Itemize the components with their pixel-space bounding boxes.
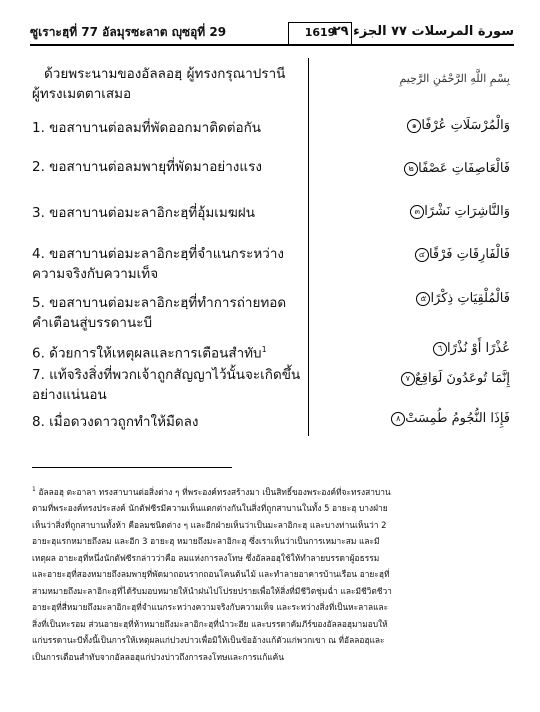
footnote-line-10: แก่บรรดานะบีทั้งนี้เป็นการให้เหตุผลแก่ปวงบ่าวเพื่อมิให้เป็นข้ออ้างแก้ตัวแก่พวกเขา ณ ที่อัลลอฮฺและ <box>32 635 385 646</box>
verse-3-arabic-text: وَالنَّاشِرَاتِ نَشْرًا <box>424 204 510 219</box>
verse-5-line-2: คำเตือนสู่บรรดานะบี <box>32 315 153 331</box>
footnote-number: 1 <box>32 486 36 493</box>
verse-2-arabic-text: فَالْعَاصِفَاتِ عَصْفًا <box>418 161 510 176</box>
footnote-line-9: สิ่งที่เป็นหะรอม ส่วนอายะฮฺที่ห้าหมายถึงมะลาอิกะฮฺที่นำวะฮีย และบรรดาคัมภีร์ของอัลลอฮฺมามอบให้ <box>32 618 388 629</box>
verse-1-arabic-text: وَالْمُرْسَلَاتِ عُرْفًا <box>421 118 510 133</box>
footnote-line-2: ตามที่พระองค์ทรงประสงค์ นักตัฟซีรมีความเห็นแตกต่างกันในสิ่งที่ถูกสาบานในทั้ง 5 อายะฮฺ บางฝ่าย <box>32 503 388 514</box>
verse-4-line-2: ความจริงกับความเท็จ <box>32 266 159 282</box>
footnote-line-6: และอายะฮฺที่สองหมายถึงลมพายุที่พัดมาถอนรากถอนโคนต้นไม้ และทำลายอาคารบ้านเรือน อายะฮฺที่ <box>32 569 390 580</box>
verse-4-number: ๔ <box>415 248 429 262</box>
verse-7-arabic <box>310 370 510 388</box>
footnote-line-11: เป็นการเตือนสำทับจากอัลลอฮฺแก่ปวงบ่าวถึงการลงโทษและการแก้แค้น <box>32 651 284 662</box>
intro-line-1: ด้วยพระนามของอัลลอฮฺ ผู้ทรงกรุณาปรานี <box>44 66 286 82</box>
bismillah: بِسْمِ اللَّهِ الرَّحْمَٰنِ الرَّحِيمِ <box>399 72 510 85</box>
verse-5-thai <box>32 293 286 333</box>
verse-4-arabic-text: فَالْفَارِقَاتِ فَرْقًا <box>428 247 510 262</box>
verse-8-arabic <box>310 410 510 428</box>
verse-3-arabic <box>310 203 510 221</box>
verse-8-number: ٨ <box>391 412 405 426</box>
verse-1-thai: 1. ขอสาบานต่อลมที่พัดออกมาติดต่อกัน <box>32 120 261 136</box>
verse-7-line-1: 7. แท้จริงสิ่งที่พวกเจ้าถูกสัญญาไว้นั้นจะเกิดขึ้น <box>32 367 301 383</box>
header-surah-arabic: سورة المرسلات ٧٧ الجزء ٢٩ <box>332 24 514 39</box>
verse-2-thai: 2. ขอสาบานต่อลมพายุที่พัดมาอย่างแรง <box>32 159 262 175</box>
verse-5-number: ๕ <box>416 292 430 306</box>
verse-6-arabic-text: عُذْرًا أَوْ نُذْرًا <box>447 341 510 356</box>
verse-5-arabic-text: فَالْمُلْقِيَاتِ ذِكْرًا <box>430 291 510 306</box>
verse-1-arabic <box>310 117 510 135</box>
footnote-line-7: สามหมายถึงมะลาอิกะฮฺที่ได้รับมอบหมายให้นำฝนไปโปรยปรายเพื่อให้สิ่งที่มีชีวิตชุ่มฉ่ำ และมีชีวิตชีวา <box>32 585 392 596</box>
verse-4-line-1: 4. ขอสาบานต่อมะลาอิกะฮฺที่จำแนกระหว่าง <box>32 246 285 262</box>
footnote-line-3: เห็นว่าสิ่งที่ถูกสาบานทั้งห้า คือลมชนิดต่าง ๆ และอีกฝ่ายเห็นว่าเป็นมะลาอิกะฮฺ และบางท่านเห็นว่า 2 <box>32 519 387 530</box>
verse-6-number: ٦ <box>433 342 447 356</box>
verse-7-line-2: อย่างแน่นอน <box>32 387 107 403</box>
verse-5-arabic <box>310 290 510 308</box>
footnote-line-1-text: อัลลอฮฺ ตะอาลา ทรงสาบานต่อสิ่งต่าง ๆ ที่พระองค์ทรงสร้างมา เป็นสิทธิ์ของพระองค์ที่จะทรงสาบาน <box>38 486 391 497</box>
verse-1-number: ๑ <box>407 119 421 133</box>
verse-7-number: ٧ <box>401 372 415 386</box>
intro-line-2: ผู้ทรงเมตตาเสมอ <box>32 86 132 102</box>
verse-7-thai <box>32 365 300 405</box>
footnote-line-4: อายะฮฺแรกหมายถึงลม และอีก 3 อายะฮฺ หมายถึงมะลาอิกะฮฺ ซึ่งเราเห็นว่าเป็นการเหมาะสม และมี <box>32 536 380 547</box>
verse-8-arabic-text: فَإِذَا النُّجُومُ طُمِسَتْ <box>405 411 510 426</box>
page-number: 1619 <box>288 22 352 44</box>
verse-3-number: ๓ <box>410 205 424 219</box>
verse-6-thai <box>32 340 267 364</box>
footnote-line-1 <box>32 482 516 500</box>
intro-text <box>32 64 285 104</box>
page-header <box>30 22 514 46</box>
verse-2-arabic <box>310 160 510 178</box>
verse-6-line-1: 6. ด้วยการให้เหตุผลและการเตือนสำทับ <box>32 345 262 362</box>
verse-5-line-1: 5. ขอสาบานต่อมะลาอิกะฮฺที่ทำการถ่ายทอด <box>32 295 287 311</box>
verse-6-arabic <box>310 340 510 358</box>
footnote-line-5: เหตุผล อายะฮฺที่หนึ่งนักตัฟซีรกล่าวว่าคือ ลมแห่งการลงโทษ ซึ่งอัลลอฮฺใช้ให้ทำลายบรรดาผู้อธรรม <box>32 552 380 563</box>
verse-2-number: ๒ <box>404 162 418 176</box>
footnote-separator <box>32 467 232 468</box>
verse-4-thai <box>32 244 284 284</box>
verse-3-thai: 3. ขอสาบานต่อมะลาอิกะฮฺที่อุ้มเมฆฝน <box>32 205 255 221</box>
column-divider <box>308 58 309 436</box>
header-surah-thai: ซูเราะฮฺที่ 77 อัลมุรซะลาต ญุซอุที่ 29 <box>30 25 227 39</box>
footnote-line-8: อายะฮฺที่สี่หมายถึงมะลาอิกะฮฺที่จำแนกระหว่างความจริงกับความเท็จ และระหว่างสิ่งที่เป็นหะลาลและ <box>32 602 389 613</box>
verse-7-arabic-text: إِنَّمَا تُوعَدُونَ لَوَاقِعٌ <box>414 371 510 386</box>
verse-4-arabic <box>310 246 510 264</box>
verse-8-thai: 8. เมื่อดวงดาวถูกทำให้มืดลง <box>32 414 199 430</box>
footnote <box>32 482 516 665</box>
footnote-marker: 1 <box>261 345 267 354</box>
